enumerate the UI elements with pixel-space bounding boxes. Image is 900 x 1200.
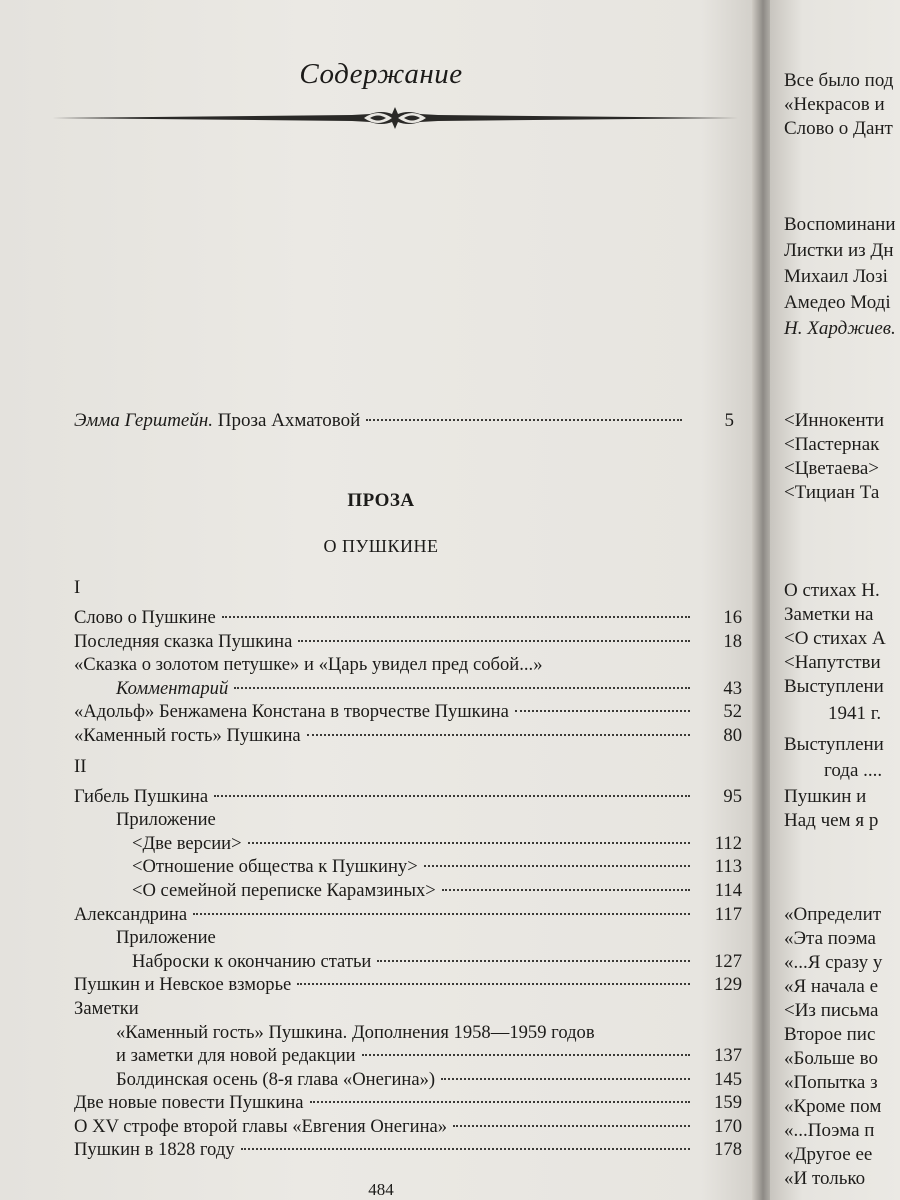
entry-title: «Сказка о золотом петушке» и «Царь увидел пред собой...» [74, 654, 543, 676]
entry-title: Гибель Пушкина [74, 785, 209, 807]
entry-page-number: 43 [723, 677, 742, 699]
right-page-line: Второе пис [784, 1024, 876, 1045]
entry-title: <О семейной переписке Карамзиных> [132, 879, 436, 901]
intro-title: Проза Ахматовой [217, 410, 361, 431]
right-page-line: Листки из Дн [784, 240, 894, 261]
toc-entry [74, 879, 742, 903]
entry-page-number: 170 [714, 1115, 742, 1137]
entry-title: Приложение [116, 927, 216, 949]
entry-page-number: 95 [723, 785, 742, 807]
part-label: I [74, 577, 81, 598]
dot-leader [241, 1148, 690, 1150]
entry-page-number: 117 [714, 903, 742, 925]
entry-page-number: 145 [714, 1068, 742, 1090]
entry-page-number: 129 [714, 974, 742, 996]
dot-leader [362, 1054, 690, 1056]
dot-leader [193, 913, 690, 915]
dot-leader [297, 983, 690, 985]
right-page-line: «Я начала е [784, 976, 879, 997]
entry-title: Пушкин в 1828 году [74, 1139, 235, 1161]
entry-title: «Адольф» Бенжамена Констана в творчестве Пушкина [74, 701, 509, 723]
dot-leader [214, 795, 690, 797]
intro-author: Эмма Герштейн. [74, 410, 214, 431]
right-page-line: 1941 г. [828, 703, 882, 724]
toc-entry [74, 950, 742, 974]
toc-entry [74, 677, 742, 701]
right-page-line: Выступлени [784, 676, 884, 697]
toc-entry [74, 1115, 742, 1139]
toc-entry [74, 973, 742, 997]
entry-page-number: 18 [723, 630, 742, 652]
toc-entry [74, 1091, 742, 1115]
entry-title: и заметки для новой редакции [116, 1045, 356, 1067]
toc-part-heading [74, 755, 742, 785]
dot-leader [424, 865, 690, 867]
dot-leader [298, 640, 690, 642]
right-page-line: Амедео Моді [784, 292, 891, 313]
right-page-line: года .... [824, 760, 883, 781]
entry-title: Слово о Пушкине [74, 607, 216, 628]
entry-page-number: 178 [714, 1139, 742, 1161]
toc-entry [74, 1138, 742, 1162]
entry-title: Александрина [74, 903, 188, 925]
entry-page-number: 16 [723, 607, 742, 628]
entry-title: Болдинская осень (8-я глава «Онегина») [116, 1068, 436, 1090]
toc-entry [74, 724, 742, 748]
right-page-line: <Напутстви [784, 652, 881, 673]
right-page-line: «...Я сразу у [784, 952, 883, 973]
toc-entry [74, 855, 742, 879]
title-ornament [52, 104, 738, 132]
right-page-line: «Эта поэма [784, 928, 876, 949]
entry-page-number: 127 [714, 950, 742, 972]
toc-entry [74, 808, 742, 832]
dot-leader [310, 1101, 690, 1103]
right-page-line: <Тициан Та [784, 482, 880, 503]
toc-entry [74, 832, 742, 856]
right-page-line: Пушкин и [784, 786, 867, 807]
right-page-line: «Некрасов и [784, 94, 885, 115]
right-page-line: Над чем я р [784, 810, 879, 831]
dot-leader [307, 734, 690, 736]
right-page-line: «И только [784, 1168, 866, 1189]
toc-entry [74, 785, 742, 809]
entry-title: «Каменный гость» Пушкина [74, 724, 301, 746]
toc-part-heading [74, 576, 742, 606]
entry-title: «Каменный гость» Пушкина. Дополнения 1958—1959 годов [116, 1021, 595, 1043]
toc-entry [74, 606, 742, 630]
entry-title: Комментарий [116, 677, 229, 699]
entry-page-number: 137 [714, 1045, 742, 1067]
section-title: ПРОЗА [347, 490, 415, 511]
entry-page-number: 112 [714, 832, 742, 854]
right-page-line: «Больше во [784, 1048, 878, 1069]
entry-title: Наброски к окончанию статьи [132, 950, 372, 972]
entry-title: О XV строфе второй главы «Евгения Онегина» [74, 1115, 448, 1137]
dot-leader [366, 419, 682, 421]
dot-leader [248, 842, 690, 844]
right-page-line: <Иннокенти [784, 410, 885, 431]
right-page-line: «Попытка з [784, 1072, 878, 1093]
right-page-line: Заметки на [784, 604, 874, 625]
right-page-line: О стихах Н. [784, 580, 880, 601]
right-page-line: Выступлени [784, 734, 884, 755]
subsection-title: О ПУШКИНЕ [323, 536, 439, 556]
entry-title: Последняя сказка Пушкина [74, 630, 293, 652]
toc-entry [74, 926, 742, 950]
entry-title: <Две версии> [132, 832, 242, 854]
entry-title: Заметки [74, 997, 139, 1019]
right-page-line: «Кроме пом [784, 1096, 882, 1117]
dot-leader [515, 710, 690, 712]
right-page-line: Михаил Лозі [784, 266, 888, 287]
dot-leader [222, 616, 690, 618]
entry-title: Пушкин и Невское взморье [74, 974, 292, 996]
toc-entry [74, 1068, 742, 1092]
right-page-line: <О стихах А [784, 628, 886, 649]
entry-page-number: 52 [723, 701, 742, 723]
toc-entry [74, 653, 742, 677]
dot-leader [377, 960, 690, 962]
right-page-line: «Определит [784, 904, 882, 925]
toc-entry [74, 1044, 742, 1068]
part-label: II [74, 755, 87, 777]
entry-page-number: 80 [723, 724, 742, 746]
table-of-contents [74, 576, 742, 1162]
dot-leader [453, 1125, 690, 1127]
toc-entry [74, 630, 742, 654]
right-page-line: Воспоминани [784, 214, 896, 235]
entry-page-number: 159 [714, 1092, 742, 1114]
toc-entry-intro [74, 410, 734, 432]
dot-leader [442, 889, 690, 891]
entry-title: Приложение [116, 809, 216, 831]
right-page-line: «Другое ее [784, 1144, 873, 1165]
right-page [770, 0, 900, 1200]
dot-leader [441, 1078, 690, 1080]
right-page-line: <Пастернак [784, 434, 880, 455]
entry-title: Две новые повести Пушкина [74, 1092, 304, 1114]
book-gutter [752, 0, 772, 1200]
page-title: Содержание [299, 58, 463, 90]
toc-entry [74, 903, 742, 927]
entry-title: <Отношение общества к Пушкину> [132, 856, 418, 878]
toc-entry [74, 1021, 742, 1045]
right-page-line: «...Поэма п [784, 1120, 875, 1141]
right-page-line: Н. Харджиев. [784, 318, 896, 339]
page-number: 484 [368, 1180, 394, 1199]
dot-leader [234, 687, 690, 689]
right-page-line: <Цветаева> [784, 458, 879, 479]
toc-entry [74, 700, 742, 724]
entry-page-number: 113 [714, 856, 742, 878]
right-page-line: <Из письма [784, 1000, 879, 1021]
right-page-line: Слово о Дант [784, 118, 893, 139]
right-page-line: Все было под [784, 70, 894, 91]
entry-page-number: 114 [714, 879, 742, 901]
toc-entry [74, 997, 742, 1021]
intro-page: 5 [724, 410, 734, 431]
